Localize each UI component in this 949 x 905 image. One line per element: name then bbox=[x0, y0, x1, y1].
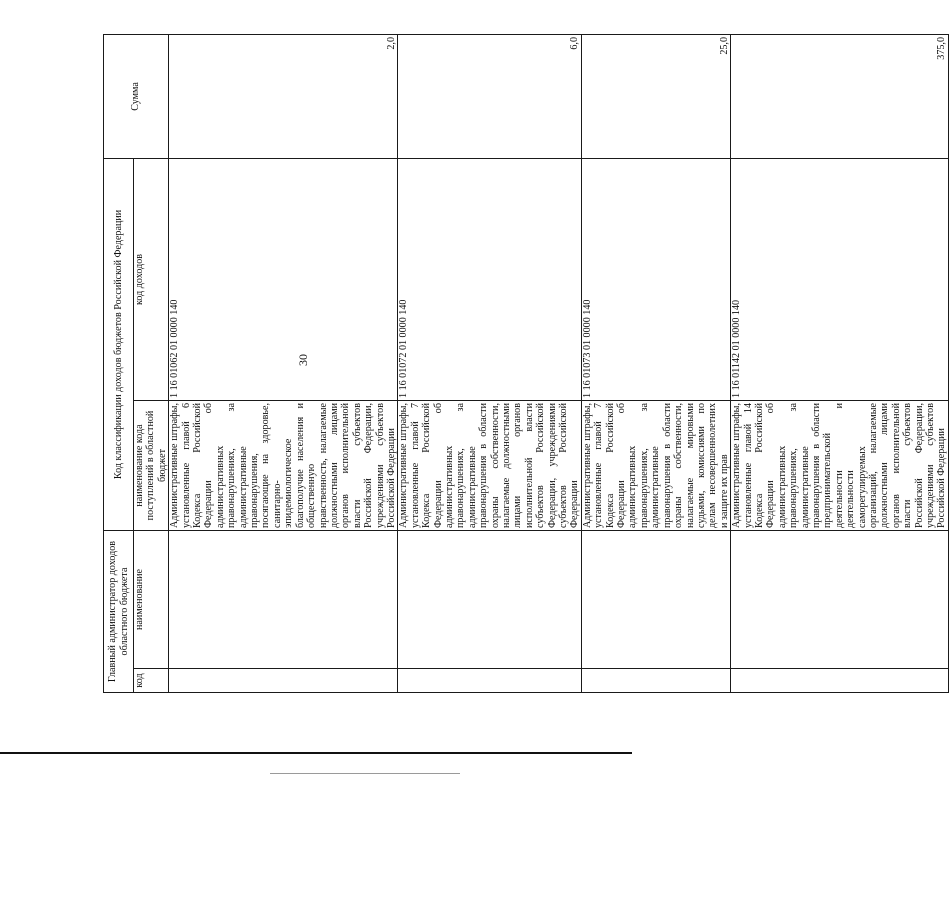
row-income-code: 1 16 01142 01 0000 140 bbox=[731, 158, 949, 400]
header-class-code: код доходов bbox=[134, 158, 169, 400]
row-admin-code bbox=[398, 669, 582, 693]
rotated-table-container bbox=[103, 35, 948, 693]
row-sum: 2,0 bbox=[169, 34, 398, 158]
header-class-name: наименование кода поступлений в областной бюджет bbox=[134, 401, 169, 531]
row-description: Административные штрафы, установленные главой 7 Кодекса Российской Федерации об административных правонарушениях, за административные правонарушения в области охраны собственности, налагаемые мировыми судьями, комиссиями по делам несовершеннолетних и защите их прав bbox=[581, 401, 730, 531]
row-sum: 6,0 bbox=[398, 34, 582, 158]
row-income-code: 1 16 01073 01 0000 140 bbox=[581, 158, 730, 400]
header-row-top bbox=[104, 34, 134, 692]
row-admin-name bbox=[169, 531, 398, 669]
row-description: Административные штрафы, установленные главой 6 Кодекса Российской Федерации об административных правонарушениях, за административные правонарушения, посягающие на здоровье, санитарно-эпидемиологическое благополучие населения и общественную нравственность, налагаемые должностными лицами органов исполнительной власти субъектов Российской Федерации, учреждениями субъектов Российской Федерации bbox=[169, 401, 398, 531]
page-number: 30 bbox=[296, 354, 310, 366]
row-admin-name bbox=[581, 531, 730, 669]
row-income-code: 1 16 01072 01 0000 140 bbox=[398, 158, 582, 400]
row-admin-code bbox=[169, 669, 398, 693]
scan-artifact-line bbox=[0, 752, 632, 754]
row-sum: 375,0 bbox=[731, 34, 949, 158]
header-admin-name: наименование bbox=[134, 531, 169, 669]
row-admin-code bbox=[731, 669, 949, 693]
row-sum: 25,0 bbox=[581, 34, 730, 158]
table-row bbox=[731, 34, 949, 692]
header-classification-group: Код классификации доходов бюджетов Российской Федерации bbox=[104, 158, 134, 530]
header-sum: Сумма bbox=[104, 34, 169, 158]
row-admin-code bbox=[581, 669, 730, 693]
row-admin-name bbox=[398, 531, 582, 669]
scan-artifact-line-faint bbox=[270, 773, 460, 774]
row-description: Административные штрафы, установленные главой 14 Кодекса Российской Федерации об административных правонарушениях, за административные правонарушения в области предпринимательской деятельности и деятельности саморегулируемых организаций, налагаемые должностными лицами органов исполнительной власти субъектов Российской Федерации, учреждениями субъектов Российской Федерации bbox=[731, 401, 949, 531]
header-admin-code: код bbox=[134, 669, 169, 693]
table-row bbox=[169, 34, 398, 692]
header-admin-group: Главный администратор доходов областного бюджета bbox=[104, 531, 134, 693]
table-row bbox=[581, 34, 730, 692]
row-income-code: 1 16 01062 01 0000 140 bbox=[169, 158, 398, 400]
revenue-classification-table bbox=[103, 34, 949, 693]
row-description: Административные штрафы, установленные главой 7 Кодекса Российской Федерации об административных правонарушениях, за административные правонарушения в области охраны собственности, налагаемые должностными лицами органов исполнительной власти субъектов Российской Федерации, учреждениями субъектов Российской Федерации bbox=[398, 401, 582, 531]
table-row bbox=[398, 34, 582, 692]
row-admin-name bbox=[731, 531, 949, 669]
